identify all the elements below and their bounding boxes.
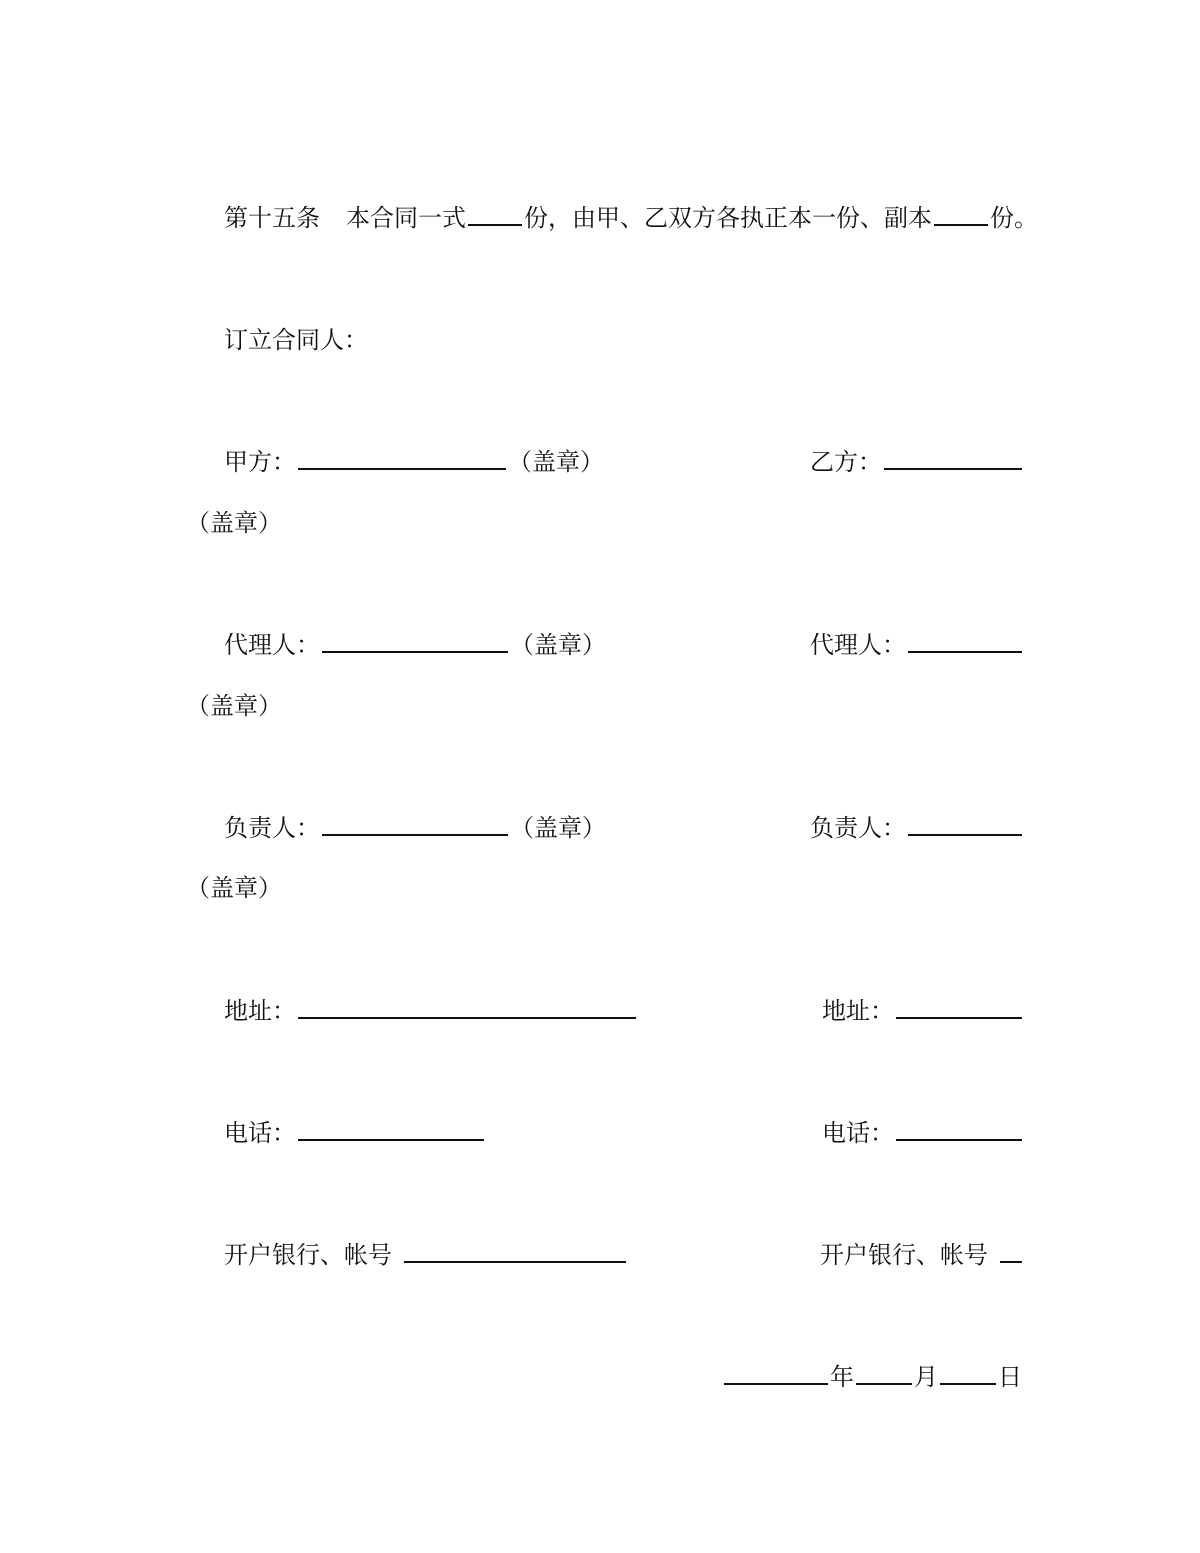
party-a-agent-row: [224, 630, 606, 660]
party-a-address-row: [224, 996, 638, 1026]
party-a-bank-blank[interactable]: [404, 1241, 626, 1263]
party-b-agent-label: 代理人：: [810, 631, 906, 659]
party-b-phone-row: [822, 1118, 1024, 1148]
party-b-manager-blank[interactable]: [908, 814, 1022, 836]
article-15-line: [224, 203, 1038, 233]
party-a-manager-row: [224, 813, 606, 843]
party-a-phone-label: 电话：: [224, 1119, 296, 1147]
party-a-address-label: 地址：: [224, 997, 296, 1025]
year-label: 年: [830, 1363, 854, 1391]
party-a-name-row: [224, 447, 604, 477]
party-b-agent-row: [810, 630, 1024, 660]
party-b-address-label: 地址：: [822, 997, 894, 1025]
party-a-bank-row: [224, 1240, 628, 1270]
copies-blank[interactable]: [468, 204, 522, 226]
signers-heading: 订立合同人：: [224, 326, 368, 354]
party-b-address-row: [822, 996, 1024, 1026]
day-label: 日: [998, 1363, 1022, 1391]
party-a-phone-blank[interactable]: [298, 1119, 484, 1141]
signing-date-row: [722, 1362, 1022, 1392]
duplicate-copies-blank[interactable]: [934, 204, 988, 226]
party-b-manager-label: 负责人：: [810, 814, 906, 842]
party-b-bank-blank[interactable]: [1000, 1241, 1022, 1263]
party-b-agent-blank[interactable]: [908, 631, 1022, 653]
month-blank[interactable]: [856, 1363, 912, 1385]
article-text-3: 份。: [990, 204, 1038, 232]
party-b-phone-blank[interactable]: [896, 1119, 1022, 1141]
party-b-phone-label: 电话：: [822, 1119, 894, 1147]
seal-label: （盖章）: [508, 448, 604, 476]
party-b-address-blank[interactable]: [896, 997, 1022, 1019]
party-b-manager-row: [810, 813, 1024, 843]
party-b-name-row: [810, 447, 1024, 477]
party-a-phone-row: [224, 1118, 486, 1148]
party-a-agent-label: 代理人：: [224, 631, 320, 659]
party-b-name-blank[interactable]: [884, 448, 1022, 470]
party-b-name-label: 乙方：: [810, 448, 882, 476]
party-b-bank-row: [820, 1240, 1024, 1270]
party-a-agent-blank[interactable]: [322, 631, 508, 653]
year-blank[interactable]: [724, 1363, 828, 1385]
article-text-1: 本合同一式: [346, 204, 466, 232]
party-a-name-label: 甲方：: [224, 448, 296, 476]
seal-label: （盖章）: [510, 814, 606, 842]
article-label: 第十五条: [224, 204, 320, 232]
party-a-bank-label: 开户银行、帐号: [224, 1241, 392, 1269]
day-blank[interactable]: [940, 1363, 996, 1385]
article-text-2: 份，由甲、乙双方各执正本一份、副本: [524, 204, 932, 232]
month-label: 月: [914, 1363, 938, 1391]
party-b-manager-seal-label: （盖章）: [186, 874, 282, 902]
party-b-agent-seal-label: （盖章）: [186, 692, 282, 720]
party-a-manager-blank[interactable]: [322, 814, 508, 836]
party-b-seal-label: （盖章）: [186, 509, 282, 537]
party-a-name-blank[interactable]: [298, 448, 506, 470]
party-a-manager-label: 负责人：: [224, 814, 320, 842]
seal-label: （盖章）: [510, 631, 606, 659]
party-a-address-blank[interactable]: [298, 997, 636, 1019]
party-b-bank-label: 开户银行、帐号: [820, 1241, 988, 1269]
